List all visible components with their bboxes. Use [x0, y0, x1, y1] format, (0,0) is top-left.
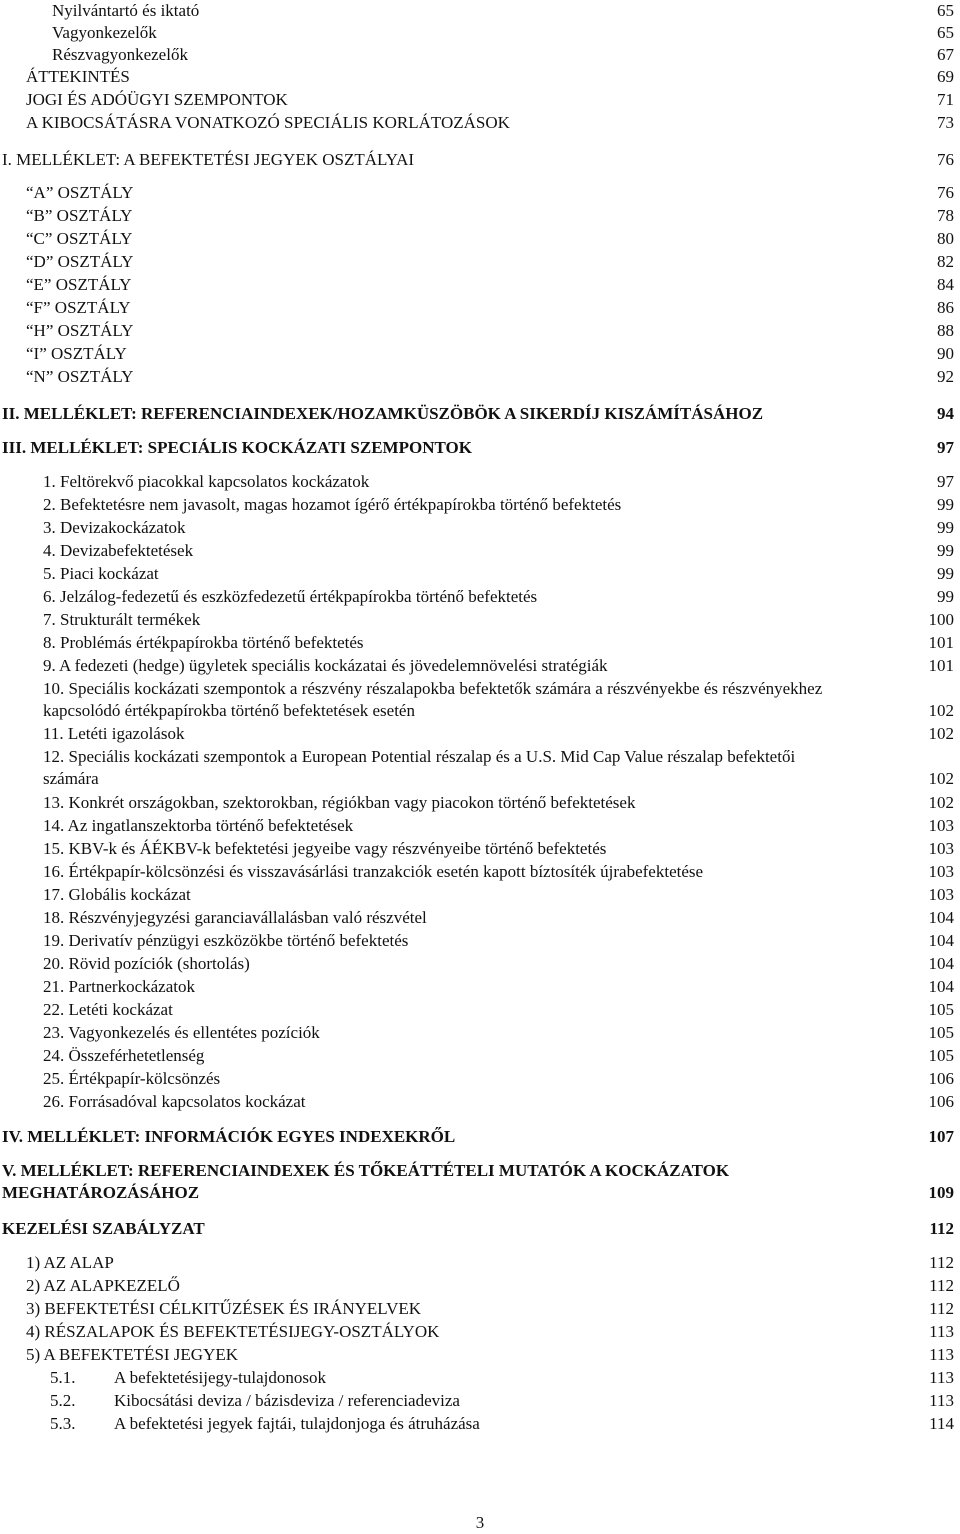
toc-entry-title: JOGI ÉS ADÓÜGYI SZEMPONTOK: [26, 90, 288, 109]
toc-entry-title: 19. Derivatív pénzügyi eszközökbe történő befektetés: [43, 931, 409, 950]
toc-entry-title: 8. Problémás értékpapírokba történő befektetés: [43, 633, 364, 652]
toc-entry-page: 73: [937, 113, 954, 132]
toc-entry-title: A KIBOCSÁTÁSRA VONATKOZÓ SPECIÁLIS KORLÁTOZÁSOK: [26, 113, 510, 132]
toc-entry-page: 82: [937, 252, 954, 271]
toc-entry-title: 11. Letéti igazolások: [43, 724, 185, 743]
toc-entry-title: “C” OSZTÁLY: [26, 229, 133, 248]
toc-section-heading[interactable]: [2, 1218, 954, 1240]
toc-entry-page: 102: [928, 701, 954, 720]
toc-entry-page: 104: [928, 954, 954, 973]
toc-entry-page: 99: [937, 495, 954, 514]
toc-entry-title: 24. Összeférhetetlenség: [43, 1046, 205, 1065]
toc-entry[interactable]: [26, 66, 954, 88]
toc-entry[interactable]: [43, 517, 954, 539]
toc-annex-heading[interactable]: [2, 149, 954, 171]
toc-entry-title: IV. MELLÉKLET: INFORMÁCIÓK EGYES INDEXEKRŐL: [2, 1127, 456, 1146]
toc-entry-title: II. MELLÉKLET: REFERENCIAINDEXEK/HOZAMKÜSZÖBÖK A SIKERDÍJ KISZÁMÍTÁSÁHOZ: [2, 404, 764, 423]
toc-entry-title: I. MELLÉKLET: A BEFEKTETÉSI JEGYEK OSZTÁLYAI: [2, 150, 415, 169]
toc-entry-page: 112: [929, 1253, 954, 1272]
toc-entry[interactable]: [43, 678, 954, 722]
toc-entry-page: 104: [928, 977, 954, 996]
toc-entry-title: 15. KBV-k és ÁÉKBV-k befektetési jegyeibe vagy részvényeibe történő befektetés: [43, 839, 607, 858]
toc-entry-page: 86: [937, 298, 954, 317]
toc-entry-title: 7. Strukturált termékek: [43, 610, 201, 629]
toc-entry-page: 103: [928, 839, 954, 858]
toc-entry-title: 2) AZ ALAPKEZELŐ: [26, 1276, 180, 1295]
toc-entry-title: A befektetési jegyek fajtái, tulajdonjoga és átruházása: [114, 1414, 480, 1433]
toc-entry[interactable]: [43, 999, 954, 1021]
toc-entry[interactable]: [26, 274, 954, 296]
toc-entry-page: 90: [937, 344, 954, 363]
toc-entry-page: 112: [929, 1299, 954, 1318]
toc-entry[interactable]: [43, 907, 954, 929]
toc-entry[interactable]: [43, 953, 954, 975]
toc-entry-page: 104: [928, 931, 954, 950]
toc-entry[interactable]: [43, 1091, 954, 1113]
toc-entry[interactable]: [43, 494, 954, 516]
toc-entry-page: 105: [928, 1000, 954, 1019]
toc-entry-title: 13. Konkrét országokban, szektorokban, régiókban vagy piacokon történő befektetések: [43, 793, 636, 812]
toc-entry-page: 102: [928, 793, 954, 812]
toc-entry[interactable]: [43, 746, 954, 790]
toc-entry[interactable]: [26, 366, 954, 388]
toc-entry-title: 3. Devizakockázatok: [43, 518, 186, 537]
toc-entry[interactable]: [43, 586, 954, 608]
toc-entry[interactable]: [26, 1252, 954, 1274]
toc-entry-page: 76: [937, 183, 954, 202]
toc-entry-title: 9. A fedezeti (hedge) ügyletek speciális kockázatai és jövedelemnövelési stratégiák: [43, 656, 608, 675]
toc-entry-page: 69: [937, 67, 954, 86]
toc-entry-title: 12. Speciális kockázati szempontok a European Potential részalap és a U.S. Mid Cap Value részalap befektetői: [43, 747, 796, 766]
toc-entry[interactable]: [52, 44, 954, 66]
toc-entry-page: 102: [928, 769, 954, 788]
toc-entry-page: 84: [937, 275, 954, 294]
toc-entry-page: 113: [929, 1368, 954, 1387]
toc-entry[interactable]: [43, 655, 954, 677]
toc-entry-title: “H” OSZTÁLY: [26, 321, 134, 340]
toc-entry[interactable]: [43, 1045, 954, 1067]
toc-entry-title: 5) A BEFEKTETÉSI JEGYEK: [26, 1345, 239, 1364]
toc-entry[interactable]: [26, 205, 954, 227]
toc-entry[interactable]: [43, 838, 954, 860]
toc-entry[interactable]: [26, 228, 954, 250]
toc-entry-number: 5.2.: [50, 1391, 76, 1410]
toc-entry-page: 113: [929, 1322, 954, 1341]
toc-entry-page: 78: [937, 206, 954, 225]
toc-entry[interactable]: [43, 540, 954, 562]
toc-annex-heading[interactable]: [2, 437, 954, 459]
toc-entry[interactable]: [52, 0, 954, 22]
toc-entry[interactable]: [43, 1068, 954, 1090]
toc-entry-page: 113: [929, 1391, 954, 1410]
toc-entry-title: 22. Letéti kockázat: [43, 1000, 173, 1019]
toc-entry[interactable]: [43, 884, 954, 906]
toc-entry-page: 94: [937, 404, 954, 423]
toc-entry-title: “A” OSZTÁLY: [26, 183, 134, 202]
toc-entry-title: 5. Piaci kockázat: [43, 564, 159, 583]
toc-entry[interactable]: [43, 976, 954, 998]
toc-entry-title: “D” OSZTÁLY: [26, 252, 134, 271]
toc-entry[interactable]: [26, 182, 954, 204]
toc-entry-page: 97: [937, 472, 954, 491]
toc-entry-page: 99: [937, 587, 954, 606]
toc-entry[interactable]: [26, 89, 954, 111]
toc-entry-title: 23. Vagyonkezelés és ellentétes pozíciók: [43, 1023, 320, 1042]
toc-entry-title: 10. Speciális kockázati szempontok a részvény részalapokba befektetők számára a részvényekbe és részvényekhez: [43, 679, 823, 698]
toc-entry[interactable]: [26, 1344, 954, 1366]
toc-entry-title: ÁTTEKINTÉS: [26, 67, 130, 86]
toc-entry-title-cont: kapcsolódó értékpapírokba történő befektetések esetén: [43, 701, 415, 720]
toc-entry-page: 109: [928, 1183, 954, 1202]
toc-entry-title: “I” OSZTÁLY: [26, 344, 127, 363]
toc-entry-title: A befektetésijegy-tulajdonosok: [114, 1368, 326, 1387]
toc-entry-title: Részvagyonkezelők: [52, 45, 188, 64]
toc-entry-title: 25. Értékpapír-kölcsönzés: [43, 1069, 221, 1088]
toc-entry-number: 5.1.: [50, 1368, 76, 1387]
toc-entry[interactable]: [43, 930, 954, 952]
toc-entry-title: Nyilvántartó és iktató: [52, 1, 200, 20]
toc-entry-title: 18. Részvényjegyzési garanciavállalásban való részvétel: [43, 908, 427, 927]
toc-entry-page: 65: [937, 1, 954, 20]
toc-entry-title: “N” OSZTÁLY: [26, 367, 134, 386]
toc-entry-page: 88: [937, 321, 954, 340]
toc-entry[interactable]: [26, 297, 954, 319]
toc-entry[interactable]: [26, 1275, 954, 1297]
toc-entry-title-cont: számára: [43, 769, 99, 788]
toc-entry[interactable]: [26, 1298, 954, 1320]
toc-entry-title: 6. Jelzálog-fedezetű és eszközfedezetű értékpapírokba történő befektetés: [43, 587, 538, 606]
toc-entry-title: Vagyonkezelők: [52, 23, 157, 42]
toc-entry-page: 114: [929, 1414, 954, 1433]
toc-entry[interactable]: [43, 723, 954, 745]
toc-entry-page: 107: [928, 1127, 954, 1146]
toc-entry[interactable]: [43, 563, 954, 585]
toc-entry[interactable]: [43, 471, 954, 493]
toc-entry-title: “E” OSZTÁLY: [26, 275, 132, 294]
toc-entry[interactable]: [26, 112, 954, 134]
toc-entry-page: 67: [937, 45, 954, 64]
toc-entry-title: 4. Devizabefektetések: [43, 541, 194, 560]
toc-entry-page: 100: [928, 610, 954, 629]
toc-entry-title-cont: MEGHATÁROZÁSÁHOZ: [2, 1183, 200, 1202]
toc-entry-page: 99: [937, 541, 954, 560]
toc-entry-page: 99: [937, 518, 954, 537]
toc-entry-page: 104: [928, 908, 954, 927]
toc-subentry[interactable]: [50, 1367, 954, 1389]
toc-entry-title: 1) AZ ALAP: [26, 1253, 114, 1272]
toc-entry-title: 1. Feltörekvő piacokkal kapcsolatos kockázatok: [43, 472, 370, 491]
toc-entry[interactable]: [43, 1022, 954, 1044]
toc-entry-title: 26. Forrásadóval kapcsolatos kockázat: [43, 1092, 306, 1111]
toc-entry-page: 71: [937, 90, 954, 109]
toc-entry-title: “B” OSZTÁLY: [26, 206, 133, 225]
toc-entry-page: 112: [929, 1219, 954, 1238]
toc-entry-title: 16. Értékpapír-kölcsönzési és visszavásárlási tranzakciók esetén kapott bíztosíték újrabefektetése: [43, 862, 704, 881]
toc-entry-page: 99: [937, 564, 954, 583]
toc-entry-page: 103: [928, 816, 954, 835]
toc-entry-page: 113: [929, 1345, 954, 1364]
toc-entry-title: 17. Globális kockázat: [43, 885, 191, 904]
toc-entry[interactable]: [43, 815, 954, 837]
toc-entry-title: 14. Az ingatlanszektorba történő befektetések: [43, 816, 354, 835]
toc-entry[interactable]: [43, 632, 954, 654]
toc-annex-heading[interactable]: [2, 1160, 954, 1204]
toc-entry-page: 106: [928, 1092, 954, 1111]
toc-entry-title: 4) RÉSZALAPOK ÉS BEFEKTETÉSIJEGY-OSZTÁLYOK: [26, 1322, 440, 1341]
toc-entry[interactable]: [26, 251, 954, 273]
toc-annex-heading[interactable]: [2, 403, 954, 425]
toc-entry-page: 65: [937, 23, 954, 42]
toc-entry[interactable]: [26, 343, 954, 365]
toc-entry-title: 3) BEFEKTETÉSI CÉLKITŰZÉSEK ÉS IRÁNYELVEK: [26, 1299, 422, 1318]
toc-entry-title: V. MELLÉKLET: REFERENCIAINDEXEK ÉS TŐKEÁTTÉTELI MUTATÓK A KOCKÁZATOK: [2, 1161, 730, 1180]
toc-entry-page: 105: [928, 1023, 954, 1042]
toc-entry-title: KEZELÉSI SZABÁLYZAT: [2, 1219, 205, 1238]
toc-entry[interactable]: [26, 1321, 954, 1343]
toc-entry[interactable]: [43, 792, 954, 814]
toc-entry[interactable]: [26, 320, 954, 342]
toc-entry-page: 101: [928, 633, 954, 652]
page-number: 3: [475, 1513, 485, 1532]
toc-annex-heading[interactable]: [2, 1126, 954, 1148]
toc-entry-page: 92: [937, 367, 954, 386]
toc-entry-page: 105: [928, 1046, 954, 1065]
toc-entry-page: 80: [937, 229, 954, 248]
toc-entry-page: 112: [929, 1276, 954, 1295]
toc-entry[interactable]: [43, 861, 954, 883]
toc-entry-page: 103: [928, 862, 954, 881]
toc-subentry[interactable]: [50, 1390, 954, 1412]
toc-entry-title: Kibocsátási deviza / bázisdeviza / referenciadeviza: [114, 1391, 460, 1410]
toc-entry-title: 2. Befektetésre nem javasolt, magas hozamot ígérő értékpapírokba történő befektetés: [43, 495, 622, 514]
toc-entry-title: “F” OSZTÁLY: [26, 298, 131, 317]
toc-subentry[interactable]: [50, 1413, 954, 1435]
toc-entry-page: 101: [928, 656, 954, 675]
toc-entry-page: 76: [937, 150, 954, 169]
toc-entry-page: 103: [928, 885, 954, 904]
toc-entry-title: III. MELLÉKLET: SPECIÁLIS KOCKÁZATI SZEMPONTOK: [2, 438, 472, 457]
toc-entry-page: 106: [928, 1069, 954, 1088]
toc-entry[interactable]: [43, 609, 954, 631]
toc-entry-page: 97: [937, 438, 954, 457]
toc-entry[interactable]: [52, 22, 954, 44]
toc-entry-page: 102: [928, 724, 954, 743]
toc-entry-number: 5.3.: [50, 1414, 76, 1433]
toc-entry-title: 20. Rövid pozíciók (shortolás): [43, 954, 250, 973]
toc-entry-title: 21. Partnerkockázatok: [43, 977, 195, 996]
